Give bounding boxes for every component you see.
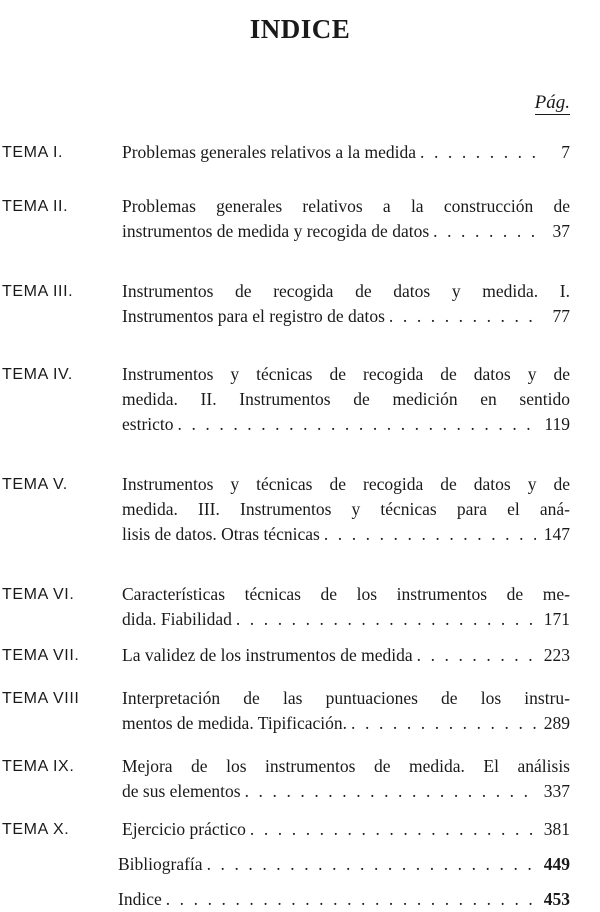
toc-entry bbox=[0, 686, 600, 736]
entry-title: La validez de los instrumentos de medida bbox=[122, 645, 413, 665]
page-number: 453 bbox=[543, 889, 570, 909]
page-title: INDICE bbox=[249, 14, 351, 44]
entry-title: lisis de datos. Otras técnicas bbox=[122, 524, 320, 544]
entry-text bbox=[122, 754, 570, 804]
entry-last-line bbox=[122, 711, 570, 736]
dot-leader bbox=[250, 817, 536, 842]
entry-line: Instrumentos de recogida de datos y medida. I. bbox=[122, 281, 570, 301]
entry-title: Bibliografía bbox=[118, 854, 203, 874]
entry-last-line bbox=[122, 522, 570, 547]
entry-title: Instrumentos para el registro de datos bbox=[122, 306, 385, 326]
entry-text bbox=[118, 887, 570, 912]
entry-text bbox=[122, 140, 570, 165]
page-number: 381 bbox=[543, 819, 570, 839]
dot-leader bbox=[178, 412, 537, 437]
entry-line: Instrumentos y técnicas de recogida de datos y de bbox=[122, 364, 570, 384]
tema-label: TEMA IV. bbox=[2, 366, 73, 383]
entry-text bbox=[122, 279, 570, 329]
entry-last-line bbox=[122, 219, 570, 244]
toc-entry bbox=[0, 582, 600, 632]
entry-title: de sus elementos bbox=[122, 781, 241, 801]
entry-title: dida. Fiabilidad bbox=[122, 609, 232, 629]
tema-label: TEMA VII. bbox=[2, 647, 80, 664]
entry-text bbox=[118, 852, 570, 877]
dot-leader bbox=[245, 779, 536, 804]
page-number: 7 bbox=[561, 142, 570, 162]
page-column-header: Pág. bbox=[534, 92, 570, 113]
toc-entry bbox=[0, 887, 600, 912]
dot-leader bbox=[166, 887, 536, 912]
dot-leader bbox=[236, 607, 536, 632]
dot-leader bbox=[417, 643, 536, 668]
page-number: 223 bbox=[543, 645, 570, 665]
tema-label: TEMA II. bbox=[2, 198, 69, 215]
page-number: 289 bbox=[543, 713, 570, 733]
entry-last-line bbox=[122, 304, 570, 329]
entry-line: Instrumentos y técnicas de recogida de datos y de bbox=[122, 474, 570, 494]
entry-title: Problemas generales relativos a la medida bbox=[122, 142, 416, 162]
dot-leader bbox=[389, 304, 542, 329]
entry-text bbox=[122, 643, 570, 668]
entry-last-line bbox=[122, 817, 570, 842]
entry-title: Indice bbox=[118, 889, 162, 909]
dot-leader bbox=[351, 711, 536, 736]
entry-last-line bbox=[122, 412, 570, 437]
entry-text bbox=[122, 582, 570, 632]
entry-text bbox=[122, 362, 570, 437]
entry-text bbox=[122, 472, 570, 547]
page-number: 337 bbox=[543, 781, 570, 801]
tema-label: TEMA X. bbox=[2, 821, 70, 838]
entry-title: estricto bbox=[122, 414, 174, 434]
entry-last-line bbox=[118, 852, 570, 877]
entry-last-line bbox=[122, 779, 570, 804]
entry-line: medida. II. Instrumentos de medición en sentido bbox=[122, 389, 570, 409]
entry-last-line bbox=[122, 140, 570, 165]
tema-label: TEMA VI. bbox=[2, 586, 75, 603]
entry-text bbox=[122, 817, 570, 842]
page-number: 171 bbox=[543, 609, 570, 629]
dot-leader bbox=[207, 852, 536, 877]
entry-title: instrumentos de medida y recogida de datos bbox=[122, 221, 430, 241]
page-number: 119 bbox=[544, 414, 570, 434]
tema-label: TEMA IX. bbox=[2, 758, 75, 775]
page-number: 77 bbox=[552, 306, 570, 326]
page-number: 147 bbox=[543, 524, 570, 544]
entry-line: Características técnicas de los instrumentos de me- bbox=[122, 584, 570, 604]
tema-label: TEMA VIII bbox=[2, 690, 80, 707]
entry-title: mentos de medida. Tipificación. bbox=[122, 713, 348, 733]
page-number: 449 bbox=[543, 854, 570, 874]
toc-entry bbox=[0, 754, 600, 804]
entry-text bbox=[122, 686, 570, 736]
toc-entry bbox=[0, 140, 600, 165]
toc-entry bbox=[0, 643, 600, 668]
dot-leader bbox=[420, 140, 542, 165]
entry-line: Problemas generales relativos a la construcción de bbox=[122, 196, 570, 216]
toc-entry bbox=[0, 362, 600, 437]
entry-last-line bbox=[118, 887, 570, 912]
toc-entry bbox=[0, 194, 600, 244]
entry-last-line bbox=[122, 607, 570, 632]
entry-title: Ejercicio práctico bbox=[122, 819, 246, 839]
toc-entry bbox=[0, 852, 600, 877]
entry-line: Interpretación de las puntuaciones de los instru- bbox=[122, 688, 570, 708]
toc-entry bbox=[0, 472, 600, 547]
toc-entry bbox=[0, 279, 600, 329]
tema-label: TEMA I. bbox=[2, 144, 64, 161]
entry-last-line bbox=[122, 643, 570, 668]
tema-label: TEMA III. bbox=[2, 283, 74, 300]
entry-text bbox=[122, 194, 570, 244]
page-number: 37 bbox=[552, 221, 570, 241]
entry-line: medida. III. Instrumentos y técnicas para el aná- bbox=[122, 499, 570, 519]
toc-entry bbox=[0, 817, 600, 842]
entry-line: Mejora de los instrumentos de medida. El análisis bbox=[122, 756, 570, 776]
dot-leader bbox=[324, 522, 536, 547]
dot-leader bbox=[433, 219, 542, 244]
tema-label: TEMA V. bbox=[2, 476, 68, 493]
